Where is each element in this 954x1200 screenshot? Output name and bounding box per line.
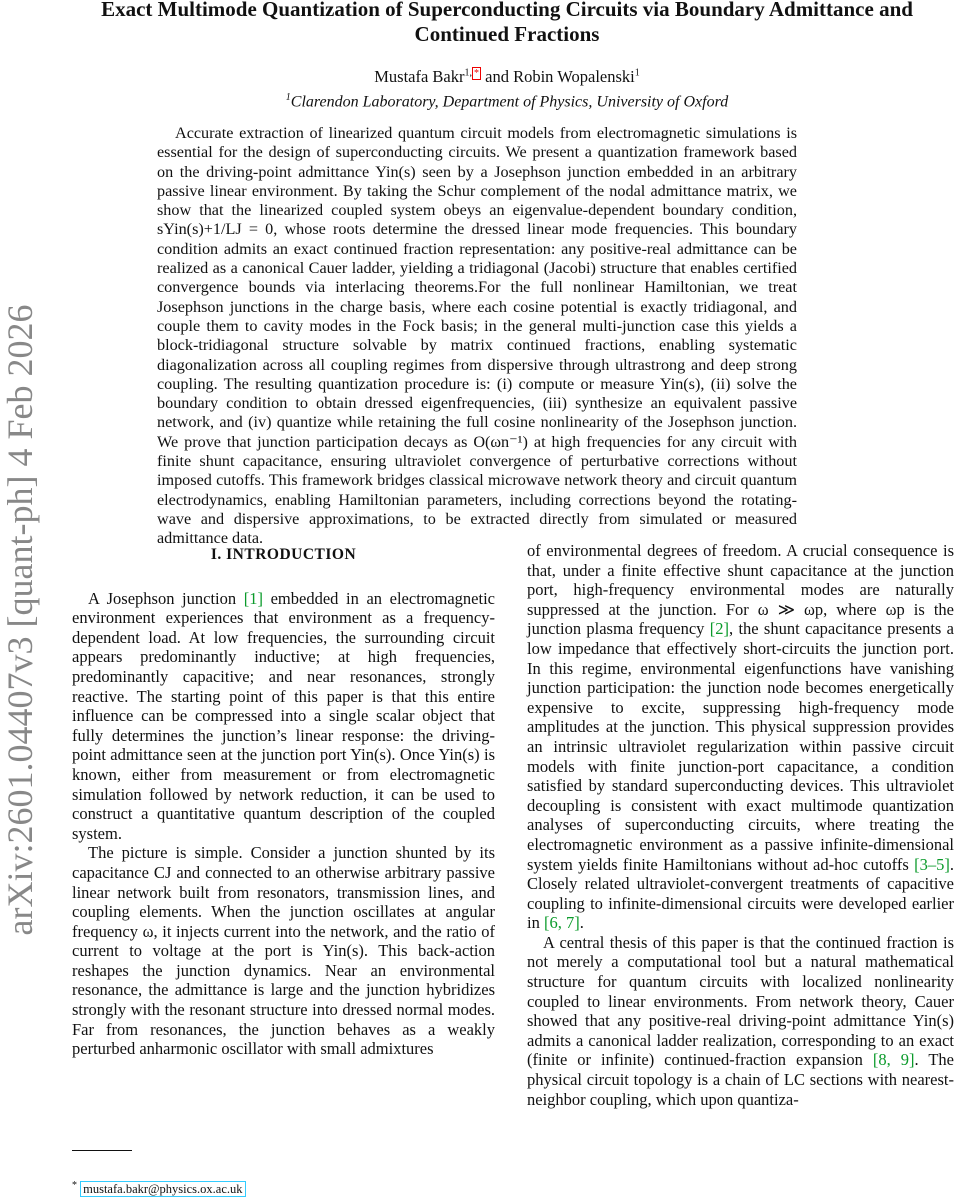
paragraph-text: embedded in an electromagnetic environment experiences that environment as a frequency-dependent load. At low frequencies, the surrounding circuit appears predominantly inductive; at high frequencies, predominantly capacitive; and near resonances, strongly reactive. The starting point of this paper is that this entire influence can be compressed into a single scalar object that fully determines the junction’s linear response: the driving-point admittance seen at the junction port Yin(s). Once Yin(s) is known, either from measurement or from electromagnetic simulation followed by network reduction, it can be used to construct a quantitative quantum description of the coupled system. bbox=[72, 588, 495, 843]
citation-link[interactable]: [8, 9] bbox=[872, 1050, 915, 1070]
paragraph-text: . bbox=[579, 913, 584, 933]
citation-link[interactable]: [1] bbox=[243, 588, 263, 608]
paragraph-text: . The physical circuit topology is a chain of LC sections with nearest-neighbor coupling, which upon quantiza- bbox=[527, 1050, 954, 1109]
abstract: Accurate extraction of linearized quantum circuit models from electromagnetic simulations is essential for the design of superconducting circuits. We present a quantization framework based on the driving-point admittance Yin(s) seen by a Josephson junction embedded in an arbitrary passive linear environment. By taking the Schur complement of the nodal admittance matrix, we show that the linearized coupled system obeys an eigenvalue-dependent boundary condition, sYin(s)+1/LJ = 0, whose roots determine the dressed linear mode frequencies. This boundary condition admits an exact continued fraction representation: any positive-real admittance can be realized as a canonical Cauer ladder, yielding a tridiagonal (Jacobi) structure that enables certified convergence bounds via interlacing theorems.For the full nonlinear Hamiltonian, we treat Josephson junctions in the charge basis, where each cosine potential is exactly tridiagonal, and couple them to cavity modes in the Fock basis; in the general multi-junction case this yields a block-tridiagonal structure solvable by matrix continued fractions, enabling systematic diagonalization across all coupling regimes from dispersive through ultrastrong and deep strong coupling. The resulting quantization procedure is: (i) compute or measure Yin(s), (ii) solve the boundary condition to obtain dressed eigenfrequencies, (iii) synthesize an equivalent passive network, and (iv) quantize while retaining the full cosine nonlinearity of the Josephson junction. We prove that junction participation decays as O(ωn⁻¹) at high frequencies for any circuit with finite shunt capacitance, ensuring ultraviolet convergence of perturbative corrections without imposed cutoffs. This framework bridges classical microwave network theory and circuit quantum electrodynamics, enabling Hamiltonian parameters, including corrections beyond the rotating-wave and dispersive approximations, to be extracted directly from simulated or measured admittance data. bbox=[157, 124, 797, 548]
paragraph bbox=[72, 843, 495, 1059]
author-conjunction: and bbox=[481, 67, 514, 86]
left-paragraphs bbox=[72, 589, 495, 1059]
affiliation-marker: 1, bbox=[464, 67, 473, 79]
citation-link[interactable]: [6, 7] bbox=[543, 913, 580, 933]
author-line bbox=[60, 67, 954, 87]
paragraph bbox=[527, 933, 954, 1109]
left-column bbox=[72, 545, 495, 1059]
right-column bbox=[527, 541, 954, 1109]
affiliation-text: Clarendon Laboratory, Department of Physics, University of Oxford bbox=[290, 93, 729, 111]
citation-link[interactable]: [3–5] bbox=[914, 854, 950, 874]
paragraph-text: , the shunt capacitance presents a low impedance that effectively short-circuits the junction port. In this regime, environmental eigenfunctions have vanishing junction participation: the junction node becomes energetically expensive to excite, suppressing high-frequency mode amplitudes at the junction. This physical suppression provides an intrinsic ultraviolet regularization within passive circuit models with finite junction-port capacitance, a condition satisfied by standard superconducting devices. This ultraviolet decoupling is consistent with exact multimode quantization analyses of superconducting circuits, where treating the electromagnetic environment as a passive infinite-dimensional system yields finite Hamiltonians without ad-hoc cutoffs bbox=[527, 619, 954, 874]
footnote-mark: * bbox=[72, 1180, 77, 1191]
affiliation bbox=[60, 92, 954, 111]
paragraph-text: A central thesis of this paper is that the continued fraction is not merely a computational tool but a natural mathematical structure for quantum circuits with localized nonlinearity coupled to linear environments. From network theory, Cauer showed that any positive-real driving-point admittance Yin(s) admits a canonical ladder realization, corresponding to an exact (finite or infinite) continued-fraction expansion bbox=[527, 932, 954, 1070]
email-link[interactable]: mustafa.bakr@physics.ox.ac.uk bbox=[80, 1181, 245, 1197]
paragraph-text: . Closely related ultraviolet-convergent treatments of capacitive coupling to infinite-dimensional circuits were developed earlier in bbox=[527, 854, 954, 933]
affiliation-marker: 1 bbox=[285, 92, 291, 103]
right-paragraphs bbox=[527, 541, 954, 1109]
citation-link[interactable]: [2] bbox=[709, 619, 729, 639]
footnote-link[interactable]: * bbox=[474, 67, 480, 79]
paragraph-text: of environmental degrees of freedom. A crucial consequence is that, under a finite effective shunt capacitance at the junction port, high-frequency environmental modes are naturally suppressed at the junction. For ω ≫ ωp, where ωp is the junction plasma frequency bbox=[527, 541, 954, 639]
section-heading: I. INTRODUCTION bbox=[210, 546, 357, 563]
paragraph bbox=[72, 589, 495, 844]
affiliation-marker: 1 bbox=[634, 67, 640, 79]
paragraph bbox=[527, 541, 954, 933]
author-name: Robin Wopalenski bbox=[513, 67, 635, 86]
author-name: Mustafa Bakr bbox=[374, 67, 465, 86]
paragraph-text: A Josephson junction bbox=[88, 588, 244, 608]
footnote bbox=[72, 1180, 246, 1197]
arxiv-identifier-stamp: arXiv:2601.04407v3 [quant-ph] 4 Feb 2026 bbox=[0, 304, 40, 936]
footnote-rule bbox=[72, 1150, 132, 1151]
paragraph-text: The picture is simple. Consider a junction shunted by its capacitance CJ and connected to an otherwise arbitrary passive linear network built from resonators, transmission lines, and coupling elements. When the junction oscillates at angular frequency ω, it injects current into the network, and the ratio of current to voltage at the port is Yin(s). This back-action reshapes the junction dynamics. Near an environmental resonance, the admittance is large and the junction hybridizes strongly with the resonant structure into dressed normal modes. Far from resonances, the junction behaves as a weakly perturbed anharmonic oscillator with small admixtures bbox=[72, 843, 495, 1059]
paper-title: Exact Multimode Quantization of Superconducting Circuits via Boundary Admittance and Continued Fractions bbox=[101, 0, 913, 46]
